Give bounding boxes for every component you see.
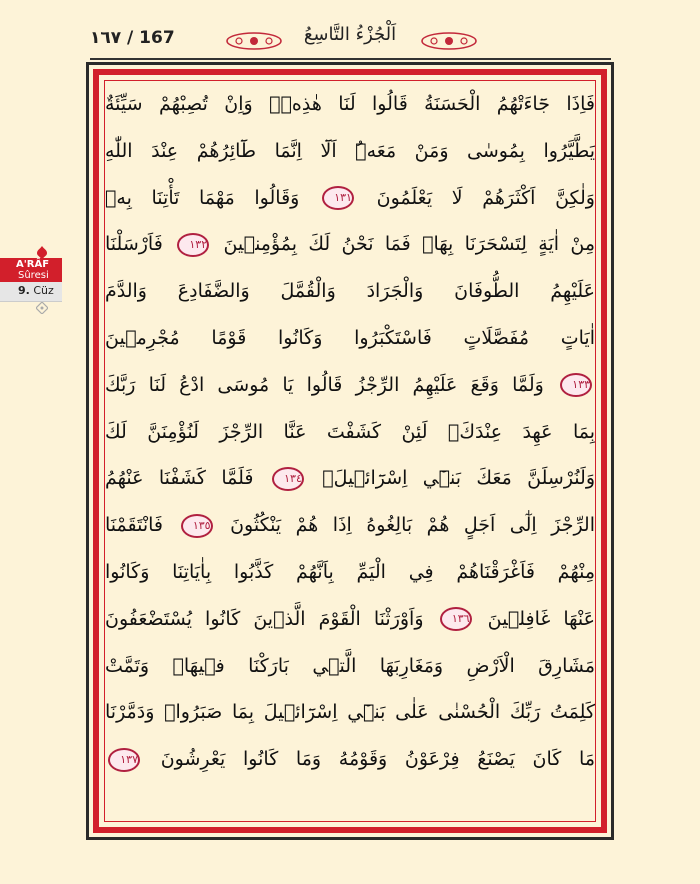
juz-tab bbox=[0, 282, 62, 302]
verse-line bbox=[105, 81, 595, 128]
verse-text: يَطَّيَّرُوا بِمُوسٰى وَمَنْ مَعَهُۜ اَلَٓا اِنَّمَا طَٓائِرُهُمْ عِنْدَ اللّٰهِ bbox=[105, 139, 595, 162]
verse-line bbox=[105, 643, 595, 690]
verse-text: وَاَوْرَثْنَا الْقَوْمَ الَّذٖينَ كَانُوا يُسْتَضْعَفُونَ bbox=[105, 607, 424, 630]
ayah-number-marker: ١٣٦ bbox=[440, 607, 472, 631]
verse-line bbox=[105, 128, 595, 175]
ayah-number-marker: ١٣٤ bbox=[272, 467, 304, 491]
verse-text: مِنْهُمْ فَاَغْرَقْنَاهُمْ فِي الْيَمِّ بِاَنَّهُمْ كَذَّبُوا بِاٰيَاتِنَا وَكَانُوا bbox=[105, 560, 595, 583]
verse-text: فَلَمَّا كَشَفْنَا عَنْهُمُ bbox=[105, 467, 254, 490]
verse-text: وَلَمَّا وَقَعَ عَلَيْهِمُ الرِّجْزُ قَالُوا يَا مُوسَى ادْعُ لَنَا رَبَّكَ bbox=[105, 373, 544, 396]
verse-line bbox=[105, 455, 595, 502]
verse-line bbox=[105, 689, 595, 736]
verse-text: بِمَا عَهِدَ عِنْدَكَۚ لَئِنْ كَشَفْتَ عَنَّا الرِّجْزَ لَنُؤْمِنَنَّ لَكَ bbox=[105, 420, 595, 443]
surah-name: A'RÂF bbox=[16, 259, 50, 270]
verse-line bbox=[105, 736, 595, 783]
diamond-icon bbox=[36, 302, 48, 314]
verse-line bbox=[105, 362, 595, 409]
quran-text bbox=[105, 81, 595, 821]
verse-line bbox=[105, 221, 595, 268]
verse-text: مِنْ اٰيَةٍ لِتَسْحَرَنَا بِهَاۙ فَمَا نَحْنُ لَكَ بِمُؤْمِنٖينَ bbox=[223, 233, 595, 256]
verse-line bbox=[105, 409, 595, 456]
juz-number: 9. bbox=[18, 284, 30, 297]
header-rule bbox=[90, 58, 611, 60]
ornament-icon bbox=[420, 30, 478, 52]
juz-title: اَلْجُزْءُ التَّاسِعُ bbox=[303, 24, 397, 45]
verse-text: مَا كَانَ يَصْنَعُ فِرْعَوْنُ وَقَوْمُهُ وَمَا كَانُوا يَعْرِشُونَ bbox=[160, 748, 595, 771]
verse-text: عَلَيْهِمُ الطُّوفَانَ وَالْجَرَادَ وَالْقُمَّلَ وَالضَّفَادِعَ وَالدَّمَ bbox=[105, 280, 595, 303]
verse-text: اٰيَاتٍ مُفَصَّلَاتٍ فَاسْتَكْبَرُوا وَكَانُوا قَوْمًا مُجْرِمٖينَ bbox=[105, 326, 595, 349]
page-frame bbox=[86, 62, 614, 840]
verse-text: عَنْهَا غَافِلٖينَ bbox=[487, 607, 595, 630]
verse-line bbox=[105, 268, 595, 315]
surah-tab-top bbox=[0, 258, 62, 282]
ayah-number-marker: ١٣٣ bbox=[560, 373, 592, 397]
verse-text: مَشَارِقَ الْاَرْضِ وَمَغَارِبَهَا الَّتٖي بَارَكْنَا فٖيهَاۜ وَتَمَّتْ bbox=[105, 654, 595, 677]
page-number: ١٦٧ / 167 bbox=[90, 28, 175, 48]
verse-text: فَاَرْسَلْنَا bbox=[105, 233, 163, 256]
verse-text: كَلِمَتُ رَبِّكَ الْحُسْنٰى عَلٰى بَنٖٓي اِسْرَٓائٖيلَ بِمَا صَبَرُواۜ وَدَمَّرْنَا bbox=[105, 701, 595, 724]
verse-line bbox=[105, 502, 595, 549]
page-header bbox=[0, 22, 700, 62]
verse-text: الرِّجْزَ اِلٰٓى اَجَلٍ هُمْ بَالِغُوهُ اِذَا هُمْ يَنْكُثُونَ bbox=[230, 514, 595, 537]
verse-line bbox=[105, 315, 595, 362]
verse-text: وَلَنُرْسِلَنَّ مَعَكَ بَنٖٓي اِسْرَٓائٖيلَۚ bbox=[322, 467, 595, 490]
verse-line bbox=[105, 175, 595, 222]
ayah-number-marker: ١٣٧ bbox=[108, 748, 140, 772]
verse-text: فَاِذَا جَٓاءَتْهُمُ الْحَسَنَةُ قَالُوا لَنَا هٰذِهٖۚ وَاِنْ تُصِبْهُمْ سَيِّئَةٌ bbox=[105, 93, 595, 115]
verse-line bbox=[105, 549, 595, 596]
verse-text: فَانْتَقَمْنَا bbox=[105, 514, 164, 537]
ayah-number-marker: ١٣١ bbox=[322, 186, 354, 210]
verse-text: وَقَالُوا مَهْمَا تَأْتِنَا بِهٖ bbox=[105, 186, 300, 209]
ayah-number-marker: ١٣٥ bbox=[181, 514, 213, 538]
verse-line bbox=[105, 596, 595, 643]
surah-tab[interactable] bbox=[0, 258, 62, 302]
ayah-number-marker: ١٣٢ bbox=[177, 233, 209, 257]
surah-word: Sûresi bbox=[18, 270, 49, 281]
juz-label bbox=[18, 284, 54, 297]
verse-text: وَلٰكِنَّ اَكْثَرَهُمْ لَا يَعْلَمُونَ bbox=[376, 186, 595, 209]
juz-word: Cüz bbox=[33, 284, 54, 297]
